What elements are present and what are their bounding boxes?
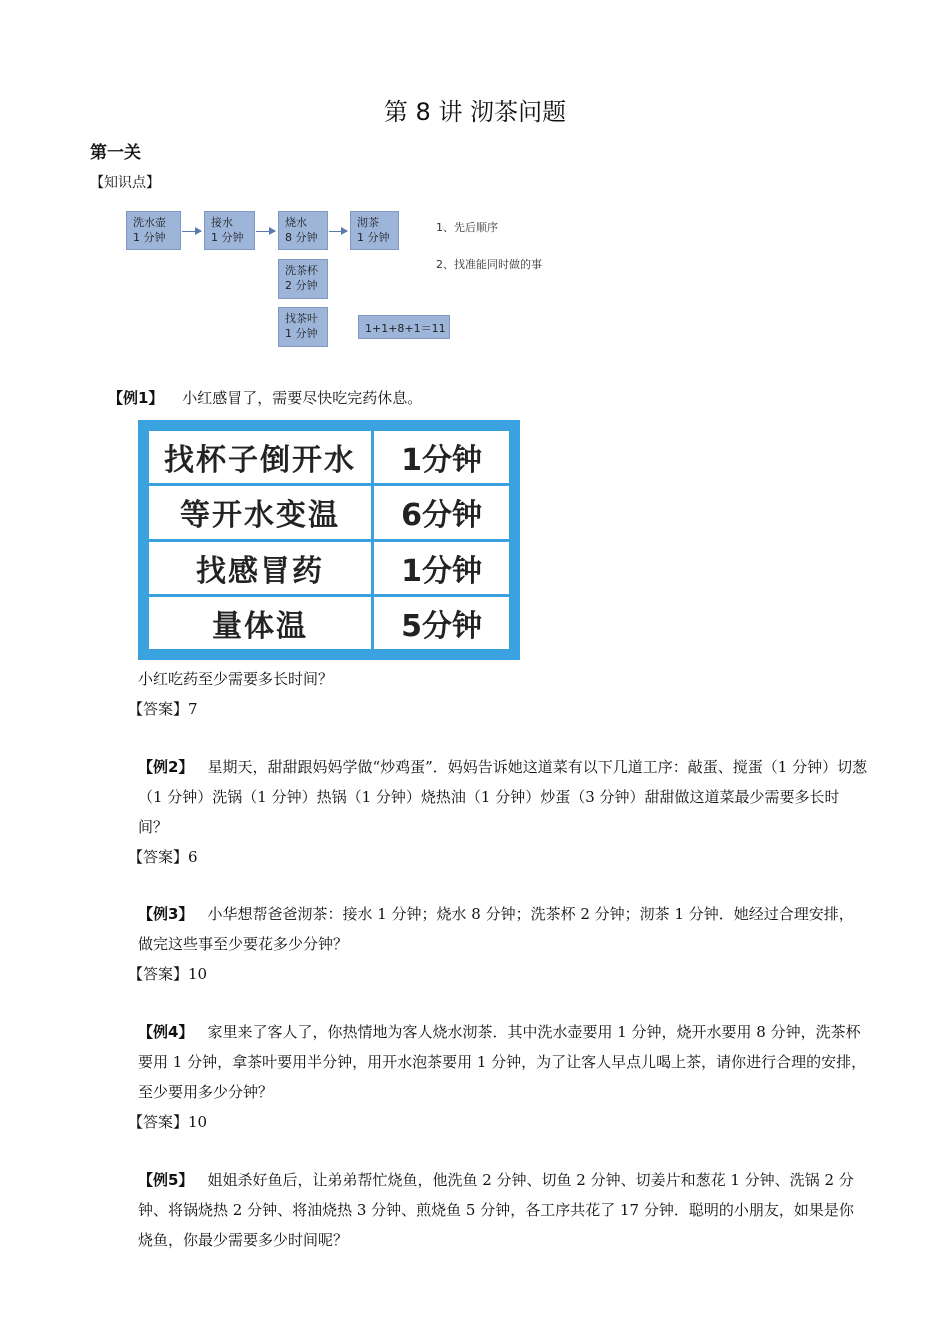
step-box <box>126 211 181 250</box>
step-time: 1 分钟 <box>133 231 166 244</box>
task-cell: 找杯子倒开水 <box>148 430 373 485</box>
example-text: 星期天，甜甜跟妈妈学做“炒鸡蛋”．妈妈告诉她这道菜有以下几道工序：敲蛋、搅蛋（1 分钟）切葱（1 分钟）洗锅（1 分钟）热锅（1 分钟）烧热油（1 分钟）炒蛋（3 分钟）甜甜做这道菜最少需要多长时间？ <box>138 758 868 836</box>
task-cell: 量体温 <box>148 595 373 650</box>
example-1-question: 小红吃药至少需要多长时间？ <box>138 670 334 688</box>
step-name: 沏茶 <box>357 216 379 229</box>
task-time-table <box>138 420 520 660</box>
example-tag: 【例4】 <box>138 1023 194 1041</box>
example-text: 小红感冒了，需要尽快吃完药休息。 <box>182 389 423 407</box>
example-tag: 【例2】 <box>138 758 194 776</box>
step-time: 8 分钟 <box>285 231 318 244</box>
example-5 <box>108 1165 868 1255</box>
example-1-answer: 【答案】7 <box>128 700 198 718</box>
step-time: 1 分钟 <box>211 231 244 244</box>
step-name: 洗水壶 <box>133 216 166 229</box>
time-cell: 1分钟 <box>373 430 511 485</box>
example-tag: 【例5】 <box>138 1171 194 1189</box>
task-cell: 找感冒药 <box>148 540 373 595</box>
step-name: 接水 <box>211 216 233 229</box>
step-box <box>350 211 399 250</box>
step-name: 烧水 <box>285 216 307 229</box>
arrow-icon <box>182 231 201 232</box>
example-text: 姐姐杀好鱼后，让弟弟帮忙烧鱼，他洗鱼 2 分钟、切鱼 2 分钟、切姜片和葱花 1 分钟、洗锅 2 分钟、将锅烧热 2 分钟、将油烧热 3 分钟、煎烧鱼 5 分钟，各工序共花了 17 分钟．聪明的小朋友，如果是你烧鱼，你最少需要多少时间呢？ <box>138 1171 854 1249</box>
table-row <box>148 595 511 650</box>
step-box <box>278 211 328 250</box>
formula-text: 1+1+8+1＝11 <box>365 322 446 335</box>
step-time: 2 分钟 <box>285 279 318 292</box>
step-time: 1 分钟 <box>285 327 318 340</box>
step-time: 1 分钟 <box>357 231 390 244</box>
table-row <box>148 485 511 540</box>
section-heading: 第一关 <box>90 143 141 163</box>
task-cell: 等开水变温 <box>148 485 373 540</box>
example-2 <box>108 752 868 842</box>
step-box <box>204 211 255 250</box>
example-4-answer: 【答案】10 <box>128 1113 208 1131</box>
time-cell: 5分钟 <box>373 595 511 650</box>
example-4 <box>108 1017 868 1107</box>
example-3 <box>108 899 868 959</box>
example-3-answer: 【答案】10 <box>128 965 208 983</box>
time-cell: 1分钟 <box>373 540 511 595</box>
arrow-icon <box>329 231 347 232</box>
step-box <box>278 259 328 299</box>
note-order: 1、先后顺序 <box>436 221 498 234</box>
example-2-answer: 【答案】6 <box>128 848 198 866</box>
step-box <box>278 307 328 347</box>
time-cell: 6分钟 <box>373 485 511 540</box>
note-parallel: 2、找准能同时做的事 <box>436 258 542 271</box>
example-tag: 【例3】 <box>138 905 194 923</box>
table-row <box>148 540 511 595</box>
example-tag: 【例1】 <box>108 389 164 407</box>
step-name: 洗茶杯 <box>285 264 318 277</box>
example-1 <box>108 383 868 413</box>
formula-box <box>358 315 450 339</box>
arrow-icon <box>256 231 275 232</box>
example-text: 小华想帮爸爸沏茶：接水 1 分钟；烧水 8 分钟；洗茶杯 2 分钟；沏茶 1 分钟．她经过合理安排，做完这些事至少要花多少分钟？ <box>138 905 854 953</box>
step-name: 找茶叶 <box>285 312 318 325</box>
knowledge-label: 【知识点】 <box>90 175 160 191</box>
page-title: 第 8 讲 沏茶问题 <box>383 98 567 126</box>
example-text: 家里来了客人了，你热情地为客人烧水沏茶．其中洗水壶要用 1 分钟，烧开水要用 8 分钟，洗茶杯要用 1 分钟，拿茶叶要用半分钟，用开水泡茶要用 1 分钟，为了让客人早点儿喝上茶，请你进行合理的安排，至少要用多少分钟？ <box>138 1023 867 1101</box>
table-row <box>148 430 511 485</box>
